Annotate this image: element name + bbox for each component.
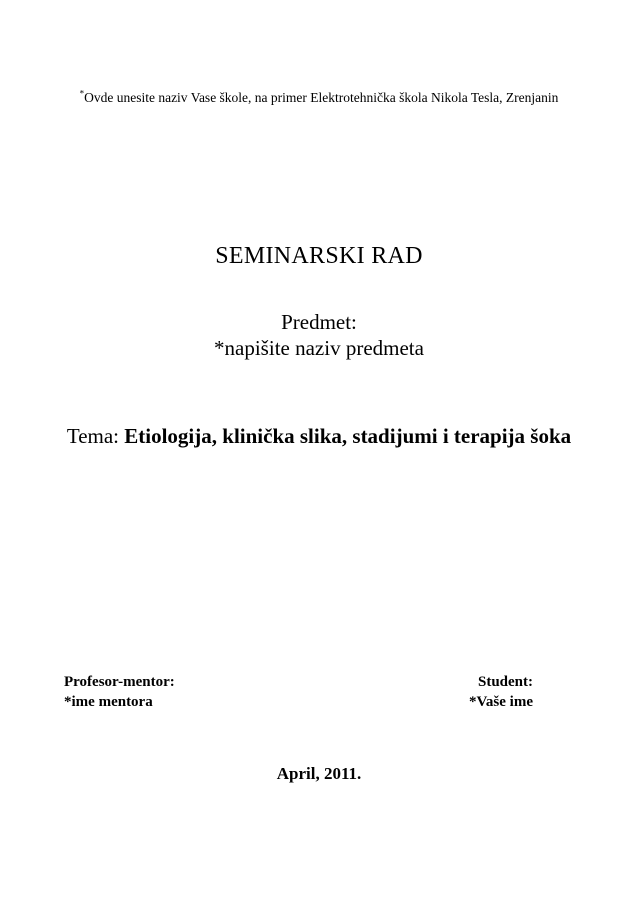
student-label: Student: bbox=[477, 674, 533, 690]
school-note-text: Ovde unesite naziv Vase škole, na primer Elektrotehnička škola Nikola Tesla, Zrenjanin bbox=[84, 90, 559, 105]
document-date: April, 2011. bbox=[276, 764, 362, 783]
school-note-marker: * bbox=[79, 88, 85, 99]
student-block bbox=[469, 672, 533, 712]
mentor-block bbox=[64, 672, 175, 712]
topic-value: Etiologija, klinička slika, stadijumi i terapija šoka bbox=[124, 424, 572, 448]
subject-label: Predmet: bbox=[281, 310, 357, 334]
student-name: *Vaše ime bbox=[468, 694, 533, 710]
document-title: SEMINARSKI RAD bbox=[215, 243, 423, 269]
mentor-label: Profesor-mentor: bbox=[64, 674, 175, 690]
school-name-note bbox=[0, 90, 638, 106]
topic-line bbox=[0, 424, 638, 449]
topic-label: Tema: bbox=[66, 424, 125, 448]
mentor-name: *ime mentora bbox=[64, 694, 153, 710]
subject-value: *napišite naziv predmeta bbox=[214, 336, 424, 360]
